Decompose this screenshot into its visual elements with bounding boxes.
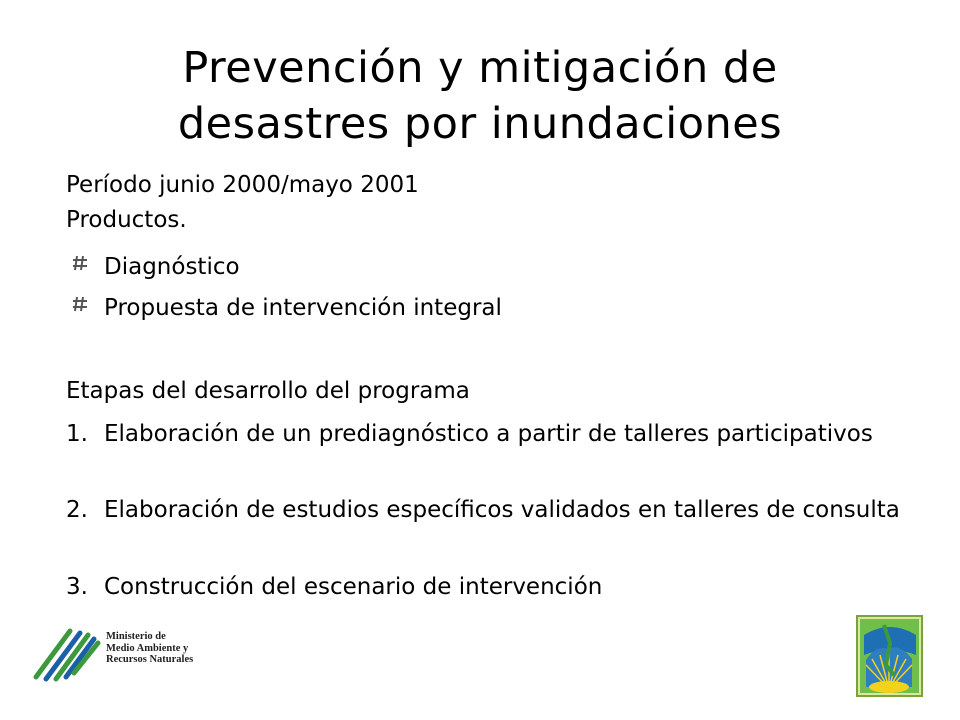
ministry-logo [30,617,200,692]
stages-heading: Etapas del desarrollo del programa [66,378,470,404]
stage-number: 3. [66,574,88,600]
stage-number: 1. [66,421,88,447]
stage-item: Elaboración de estudios específicos validados en talleres de consulta [104,497,900,523]
stage-item: Construcción del escenario de intervención [104,574,603,600]
period-text: Período junio 2000/mayo 2001 [66,172,419,198]
ministry-line-1: Ministerio de [106,631,166,642]
ministry-line-2: Medio Ambiente y [106,642,189,654]
seal-emblem-icon [856,615,923,697]
ministry-line-3: Recursos Naturales [106,654,194,665]
products-heading: Productos. [66,207,187,233]
ministry-logo-mark [30,617,102,689]
bullet-icon [72,296,88,312]
title-line-1: Prevención y mitigación de [182,43,778,93]
slide-title [60,40,900,152]
ministry-name [106,631,201,666]
title-line-2: desastres por inundaciones [177,99,783,149]
stage-number: 2. [66,497,88,523]
bullet-icon [72,255,88,271]
bullet-item-propuesta: Propuesta de intervención integral [104,295,502,321]
stage-item: Elaboración de un prediagnóstico a partir de talleres participativos [104,421,873,447]
bullet-item-diagnostico: Diagnóstico [104,254,240,280]
